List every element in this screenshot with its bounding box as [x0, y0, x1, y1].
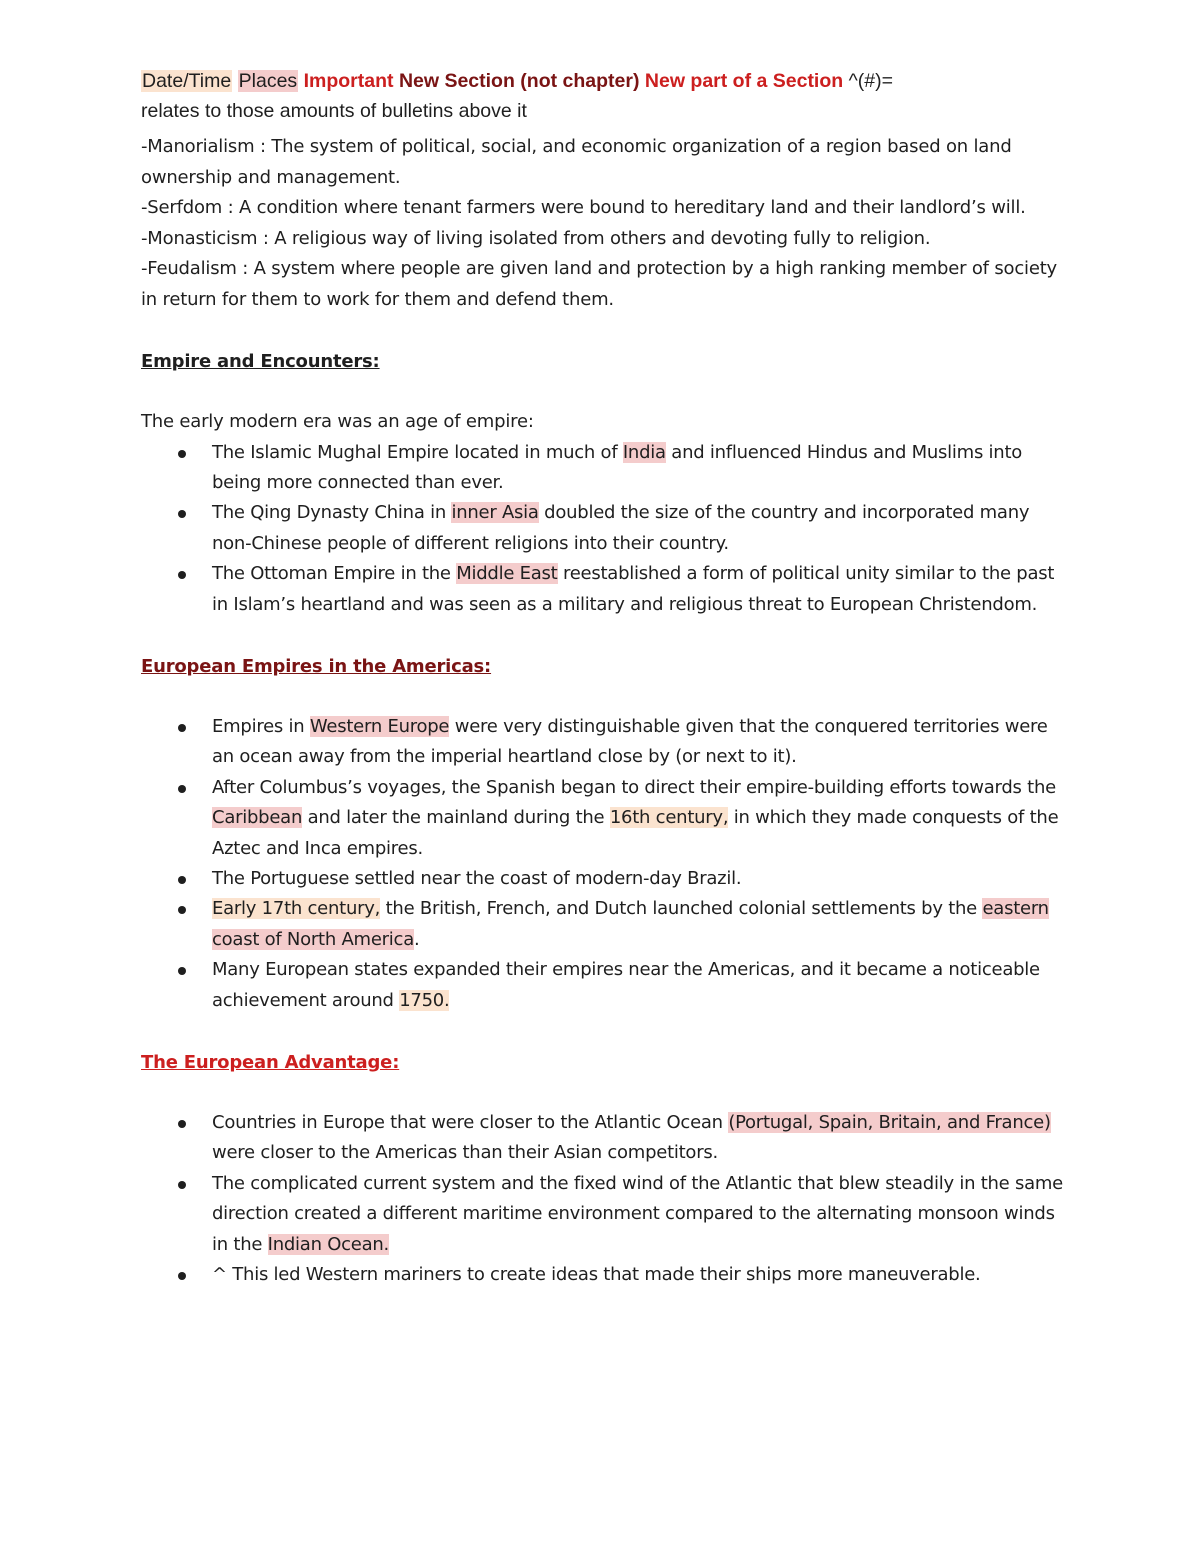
list-item: The Qing Dynasty China in inner Asia doubled the size of the country and incorporated many non-Chinese people of different religions into their country. [141, 498, 1066, 559]
bullet-icon [178, 967, 186, 975]
place-highlight: Caribbean [212, 807, 303, 829]
place-highlight: (Portugal, Spain, Britain, and France) [728, 1112, 1051, 1133]
place-highlight: inner Asia [451, 502, 539, 524]
bullet-icon [178, 1272, 186, 1280]
legend-caret-note-line2: relates to those amounts of bulletins above it [141, 100, 527, 122]
bullet-icon [178, 785, 186, 793]
legend-important: Important [303, 70, 394, 92]
empire-intro: The early modern era was an age of empire: [141, 411, 534, 432]
place-highlight: India [622, 441, 666, 463]
americas-bullets [141, 712, 1066, 1016]
list-item: The Ottoman Empire in the Middle East reestablished a form of political unity similar to the past in Islam’s heartland and was seen as a military and religious threat to European Christendom. [141, 559, 1066, 620]
legend-new-part: New part of a Section [644, 70, 844, 92]
list-item: Many European states expanded their empires near the Americas, and it became a noticeable achievement around 1750. [141, 955, 1066, 1016]
date-highlight: 16th century, [609, 807, 729, 829]
list-item: Countries in Europe that were closer to the Atlantic Ocean (Portugal, Spain, Britain, and France) were closer to the Americas than their Asian competitors. [141, 1108, 1066, 1169]
legend-caret-note: ^(#)= [843, 70, 893, 92]
legend-new-section: New Section (not chapter) [398, 70, 640, 92]
bullet-icon [178, 1181, 186, 1189]
list-item: Early 17th century, the British, French, and Dutch launched colonial settlements by the eastern coast of North America. [141, 894, 1066, 955]
definitions-list [141, 132, 1066, 315]
legend-date-time: Date/Time [142, 70, 232, 92]
advantage-bullets [141, 1108, 1066, 1290]
heading-empire-encounters: Empire and Encounters: [141, 351, 380, 372]
place-highlight: eastern coast of North America [212, 898, 1049, 950]
place-highlight: Western Europe [309, 715, 450, 737]
color-legend [141, 66, 1066, 126]
heading-european-advantage: The European Advantage: [141, 1052, 400, 1073]
bullet-icon [178, 571, 186, 579]
bullet-icon [178, 906, 186, 914]
document-body [141, 66, 1066, 1290]
bullet-icon [178, 510, 186, 518]
definition-feudalism: -Feudalism : A system where people are given land and protection by a high ranking member of society in return for them to work for them and defend them. [141, 258, 1058, 310]
list-item: ^ This led Western mariners to create ideas that made their ships more maneuverable. [141, 1260, 1066, 1290]
empire-bullets [141, 438, 1066, 620]
legend-places: Places [238, 70, 298, 92]
place-highlight: Indian Ocean. [267, 1233, 390, 1255]
date-highlight: Early 17th century, [212, 898, 381, 920]
place-highlight: Middle East [456, 563, 558, 585]
definition-monasticism: -Monasticism : A religious way of living isolated from others and devoting fully to religion. [141, 227, 931, 249]
definition-manorialism: -Manorialism : The system of political, social, and economic organization of a region based on land ownership and management. [141, 136, 1012, 188]
heading-european-empires-americas: European Empires in the Americas: [141, 655, 492, 677]
list-item: The Islamic Mughal Empire located in much of India and influenced Hindus and Muslims into being more connected than ever. [141, 438, 1066, 499]
definition-serfdom: -Serfdom : A condition where tenant farmers were bound to hereditary land and their landlord’s will. [141, 197, 1026, 218]
date-highlight: 1750. [399, 989, 450, 1011]
list-item: Empires in Western Europe were very distinguishable given that the conquered territories were an ocean away from the imperial heartland close by (or next to it). [141, 712, 1066, 773]
list-item: The complicated current system and the fixed wind of the Atlantic that blew steadily in the same direction created a different maritime environment compared to the alternating monsoon winds in the Indian Ocean. [141, 1169, 1066, 1260]
bullet-icon [178, 724, 186, 732]
bullet-icon [178, 876, 186, 884]
bullet-icon [178, 450, 186, 458]
bullet-icon [178, 1120, 186, 1128]
list-item: The Portuguese settled near the coast of modern-day Brazil. [141, 864, 1066, 894]
list-item: After Columbus’s voyages, the Spanish began to direct their empire-building efforts towards the Caribbean and later the mainland during the 16th century, in which they made conquests of the Aztec and Inca empires. [141, 773, 1066, 864]
